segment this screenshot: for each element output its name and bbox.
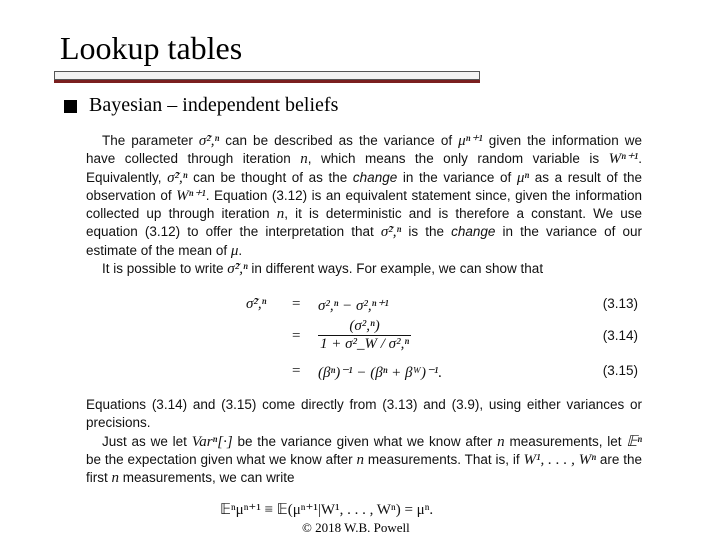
- math-inline: μⁿ: [516, 169, 530, 186]
- emphasis-text: change: [451, 224, 496, 240]
- final-equation: 𝔼ⁿμⁿ⁺¹ ≡ 𝔼(μⁿ⁺¹|W¹, . . . , Wⁿ) = μⁿ.: [220, 502, 434, 518]
- excerpt-paragraph-3: Equations (3.14) and (3.15) come directly from (3.13) and (3.9), using either variances or precisions.: [86, 397, 642, 431]
- math-inline: n: [356, 451, 365, 468]
- math-inline: W¹, . . . , Wⁿ: [523, 451, 596, 468]
- math-inline: μⁿ⁺¹: [458, 133, 483, 149]
- math-inline: 𝔼ⁿ: [626, 433, 642, 450]
- equation-number: (3.13): [602, 296, 638, 311]
- equation-rhs: (βⁿ)⁻¹ − (βⁿ + βᵂ)⁻¹.: [318, 365, 443, 381]
- equation-3-13: [86, 296, 642, 318]
- math-inline: Wⁿ⁺¹: [608, 151, 639, 168]
- math-inline: Wⁿ⁺¹: [176, 187, 206, 204]
- math-inline: σ̃²,ⁿ: [380, 224, 402, 241]
- equation-rhs: σ²,ⁿ − σ²,ⁿ⁺¹: [318, 298, 389, 314]
- math-inline: Varⁿ[·]: [191, 433, 233, 450]
- bullet-square-icon: [64, 100, 77, 113]
- equation-number: (3.14): [602, 328, 638, 343]
- slide-title: Lookup tables: [60, 30, 243, 66]
- equation-3-14: [86, 318, 642, 358]
- math-inline: μ: [230, 242, 239, 259]
- math-inline: n: [497, 433, 505, 450]
- math-inline: n: [111, 470, 119, 487]
- equation-3-15: [86, 363, 642, 385]
- excerpt-paragraph-2: It is possible to write σ̃²,ⁿ in different ways. For example, we can show that: [102, 261, 544, 278]
- math-inline: σ̃²,ⁿ: [227, 261, 248, 278]
- emphasis-text: change: [352, 169, 398, 185]
- excerpt-bottom: [86, 396, 642, 487]
- title-rule: [54, 71, 480, 80]
- math-inline: n: [276, 206, 285, 223]
- equation-relation: =: [292, 296, 301, 312]
- math-inline: σ̃²,ⁿ: [198, 133, 220, 149]
- equation-fraction: [318, 318, 411, 353]
- copyright-footer: © 2018 W.B. Powell: [302, 520, 410, 535]
- excerpt-paragraph-4: Just as we let Varⁿ[·] be the variance given what we know after n measurements, let 𝔼ⁿ be the expectation given what we know after n measurements. That is, if W¹, . . . , Wⁿ are the first n measurements, we can write: [86, 433, 643, 487]
- math-inline: n: [300, 151, 308, 168]
- equation-lhs: σ̃²,ⁿ: [246, 296, 267, 312]
- equation-relation: =: [292, 363, 301, 379]
- fraction-denominator: 1 + σ²_W / σ²,ⁿ: [320, 336, 410, 352]
- math-inline: σ̃²,ⁿ: [167, 169, 188, 186]
- excerpt-top: [86, 132, 642, 278]
- bullet-text: Bayesian – independent beliefs: [89, 94, 339, 116]
- equation-number: (3.15): [602, 363, 638, 378]
- excerpt-paragraph-1: The parameter σ̃²,ⁿ can be described as the variance of μⁿ⁺¹ given the information we have collected through iteration n, which means the only random variable is Wⁿ⁺¹. Equivalently, σ̃²,ⁿ can be thought of as the change in the variance of μⁿ as a result of the observation of Wⁿ⁺¹. Equation (3.12) is an equivalent statement since, given the information collected up through iteration n, it is deterministic and is therefore a constant. We use equation (3.12) to offer the interpretation that σ̃²,ⁿ is the change in the variance of our estimate of the mean of μ.: [86, 133, 643, 259]
- equation-relation: =: [292, 328, 301, 344]
- fraction-numerator: (σ²,ⁿ): [318, 318, 411, 336]
